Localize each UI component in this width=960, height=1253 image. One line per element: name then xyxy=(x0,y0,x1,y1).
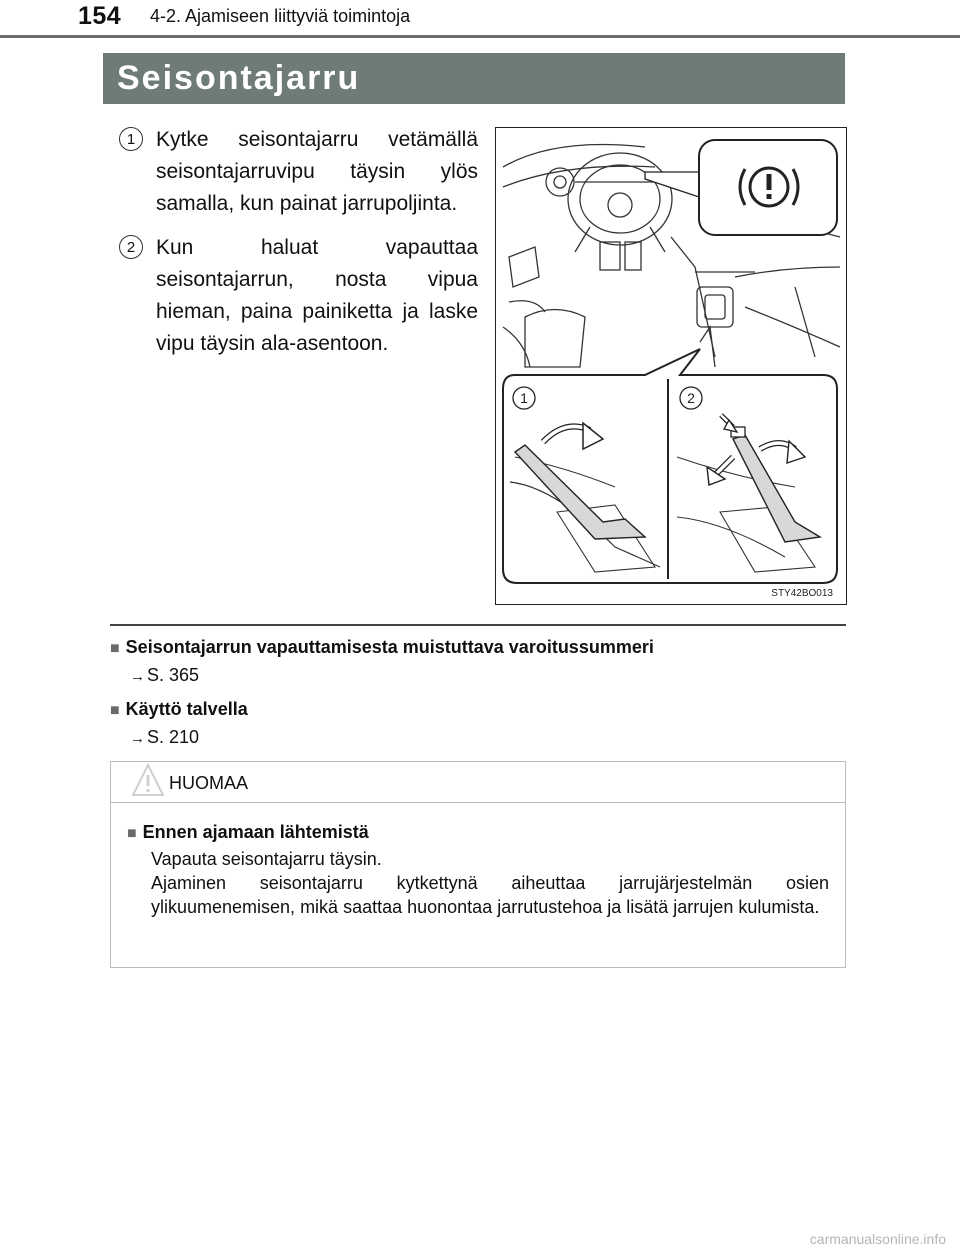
note-heading: ■ Käyttö talvella xyxy=(110,699,248,719)
square-bullet-icon: ■ xyxy=(110,640,120,657)
note-item xyxy=(110,696,846,752)
page-title: Seisontajarru xyxy=(103,53,845,104)
caution-header xyxy=(111,762,845,803)
step-text: Kytke seisontajarru vetämällä seisontajarruvipu täysin ylös samalla, kun painat jarrupoljinta. xyxy=(156,128,478,215)
callout-1-label: 1 xyxy=(520,390,528,406)
square-bullet-icon: ■ xyxy=(127,825,137,842)
step-number-badge: 1 xyxy=(119,127,143,151)
square-bullet-icon: ■ xyxy=(110,702,120,719)
watermark: carmanualsonline.info xyxy=(809,1231,946,1247)
steps-list xyxy=(118,124,478,372)
caution-body xyxy=(111,803,845,919)
caution-heading: ■ Ennen ajamaan lähtemistä xyxy=(127,822,369,842)
header-rule xyxy=(0,35,960,38)
arrow-right-icon: → xyxy=(130,668,145,685)
page-number: 154 xyxy=(78,2,122,30)
caution-box xyxy=(110,761,846,968)
figure-code: STY42BO013 xyxy=(771,588,833,599)
callout-2-label: 2 xyxy=(687,390,695,406)
section-title: 4-2. Ajamiseen liittyviä toimintoja xyxy=(150,6,411,26)
caution-text: Ajaminen seisontajarru kytkettynä aiheuttaa jarrujärjestelmän osien ylikuumenemisen, mikä saattaa huonontaa jarrutustehoa ja lisätä jarrujen kulumista. xyxy=(151,873,829,917)
page-reference-link[interactable]: → S. 365 xyxy=(130,665,200,685)
parking-brake-illustration xyxy=(495,127,847,605)
arrow-right-icon: → xyxy=(130,730,145,747)
step-text: Kun haluat vapauttaa seisontajarrun, nosta vipua hieman, paina painiketta ja laske vipu täysin ala-asentoon. xyxy=(156,236,478,355)
warning-triangle-icon xyxy=(131,762,165,798)
illustration-svg xyxy=(495,127,847,605)
section-divider xyxy=(110,624,846,626)
step-item xyxy=(118,232,478,360)
caution-text: Vapauta seisontajarru täysin. xyxy=(151,849,382,869)
note-item xyxy=(110,634,846,690)
page-reference-link[interactable]: → S. 210 xyxy=(130,727,200,747)
step-number-badge: 2 xyxy=(119,235,143,259)
note-heading: ■ Seisontajarrun vapauttamisesta muistuttava varoitussummeri xyxy=(110,637,654,657)
step-item xyxy=(118,124,478,220)
caution-label: HUOMAA xyxy=(169,773,249,793)
notes-list xyxy=(110,634,846,758)
